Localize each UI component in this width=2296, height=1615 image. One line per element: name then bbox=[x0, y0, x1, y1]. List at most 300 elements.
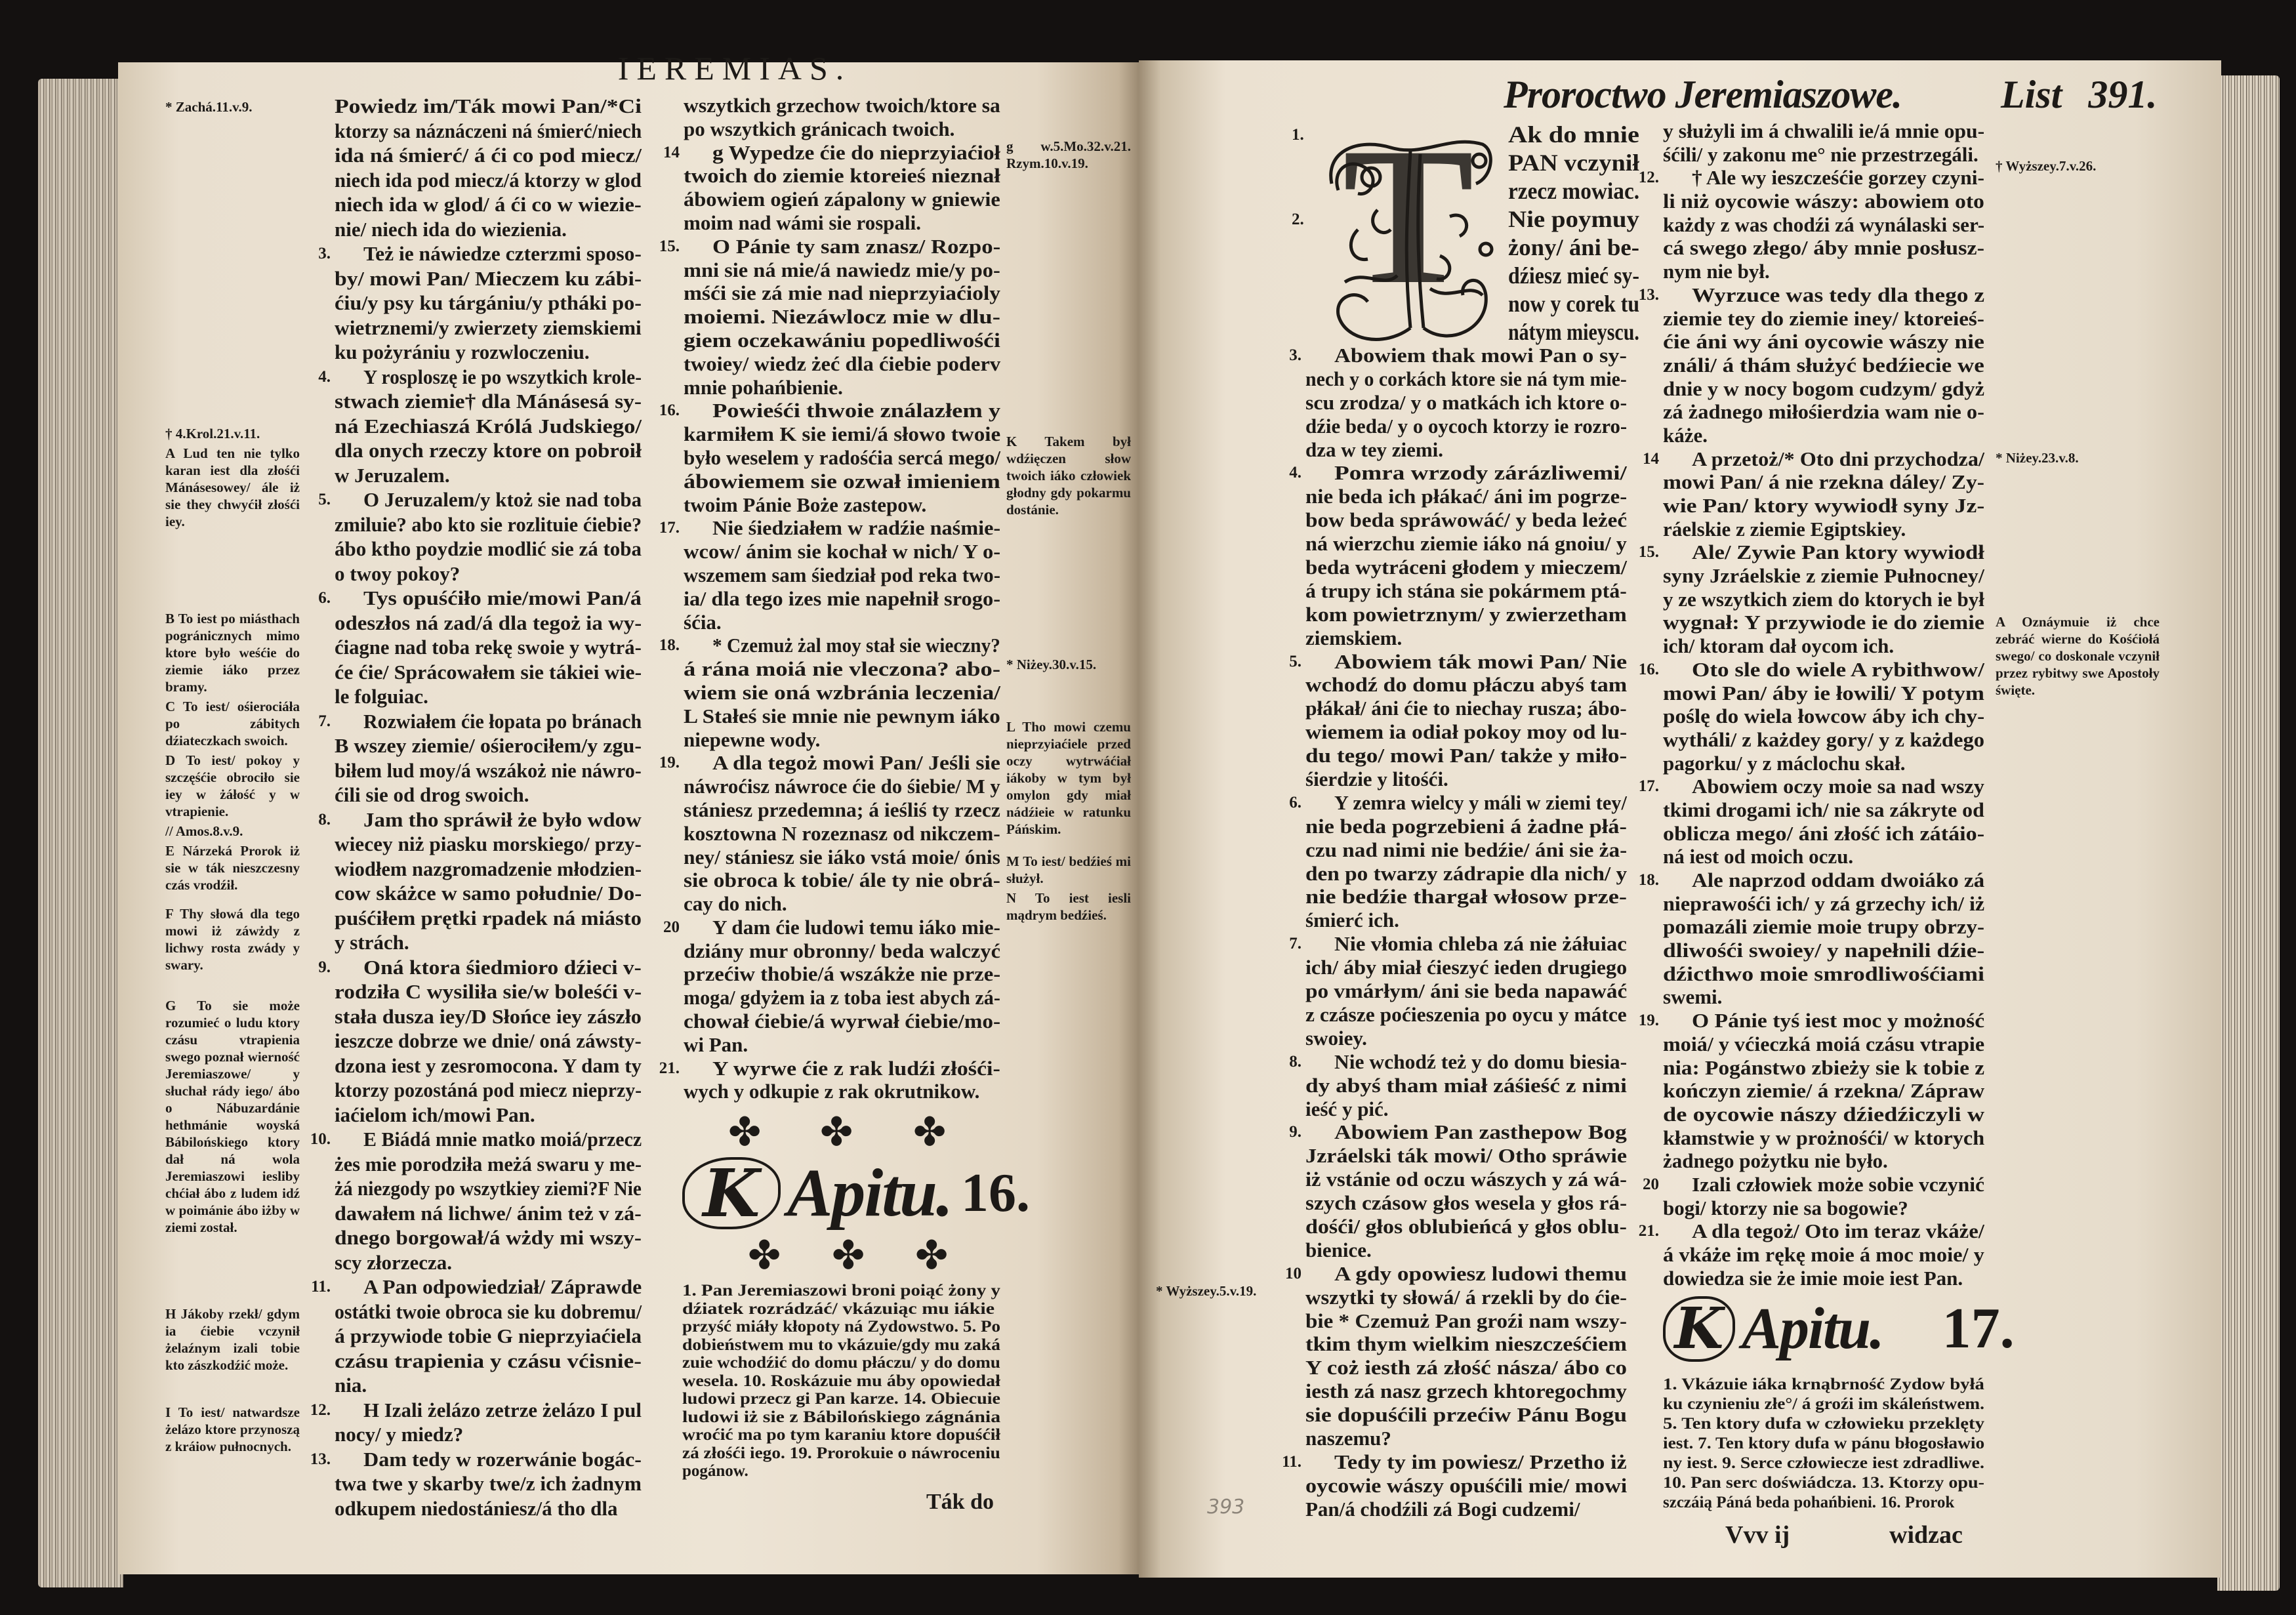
text-line bbox=[684, 892, 1000, 916]
line-text: Y zemra wielcy y máli w ziemi tey/ bbox=[1334, 790, 1627, 814]
line-text: Ale/ Zywie Pan ktory wywiodł bbox=[1692, 541, 1984, 564]
text-line bbox=[335, 783, 642, 807]
text-line bbox=[1643, 447, 1984, 471]
text-line bbox=[1663, 728, 1984, 752]
line-text: ostátki twoie obroca sie ku dobremu/ bbox=[335, 1299, 642, 1323]
text-line bbox=[335, 979, 642, 1004]
text-line bbox=[335, 389, 642, 414]
text-line bbox=[1663, 1414, 1984, 1434]
text-line bbox=[335, 1103, 642, 1128]
line-text: B wszey ziemie/ ośierociłem/y zgu- bbox=[335, 734, 642, 757]
line-text: mowi Pan/ á nie rzekna dáley/ Zy- bbox=[1663, 470, 1985, 494]
line-text: bienice. bbox=[1305, 1238, 1372, 1261]
text-line bbox=[682, 1426, 1000, 1444]
text-line bbox=[684, 305, 1000, 329]
text-line bbox=[1663, 190, 1984, 213]
text-line bbox=[684, 705, 1000, 728]
text-line bbox=[1305, 1332, 1627, 1356]
line-text: wytháli/ z każdey gory/ y z każdego bbox=[1663, 727, 1985, 751]
text-line bbox=[1663, 377, 1984, 401]
line-text: sie obroca k tobie/ ále ty nie obrá- bbox=[684, 869, 1000, 892]
line-text: wesela. 10. Roskázuie mu áby opowiedał bbox=[682, 1372, 1000, 1390]
line-text: mni sie ná mie/á nawiedz mie/y po- bbox=[684, 258, 1000, 281]
text-line bbox=[335, 1053, 642, 1078]
text-line bbox=[1292, 121, 1639, 149]
line-text: Powiedz im/Ták mowi Pan/*Ci bbox=[335, 94, 642, 117]
line-text: ney/ stániesz sie iáko vstá moie/ ónis bbox=[684, 845, 1000, 869]
verse-number: 16. bbox=[1638, 660, 1659, 678]
verse-number: 3. bbox=[1289, 346, 1302, 364]
line-text: giem oczekawániu popedliwośći bbox=[684, 328, 1000, 352]
text-line bbox=[663, 915, 1000, 939]
line-text: ábo ktho poydzie modlić sie zá toba bbox=[335, 537, 642, 560]
text-line bbox=[335, 143, 642, 168]
line-text: by/ mowi Pan/ Mieczem ku zábi- bbox=[335, 266, 642, 290]
line-text: ida ná śmierć/ á ći co pod miecz/ bbox=[335, 144, 642, 167]
line-text: y strách. bbox=[335, 931, 409, 954]
line-text: A Pan odpowiedział/ Záprawde bbox=[363, 1275, 642, 1298]
line-text: 1. Pan Jeremiaszowi broni poiąć żony y bbox=[682, 1282, 1001, 1299]
text-line bbox=[335, 1078, 642, 1103]
text-line bbox=[310, 1447, 642, 1472]
verse-number: 17. bbox=[1638, 777, 1659, 796]
line-text: cá swego złego/ áby mnie posłusz- bbox=[1663, 236, 1985, 260]
text-line bbox=[1663, 1079, 1984, 1103]
margin-note: F Thy słowá dla tego mowi iż záwżdy z lichwy rosta zwády y swary. bbox=[165, 906, 300, 973]
text-line bbox=[1305, 1427, 1627, 1450]
text-line bbox=[682, 1300, 1000, 1319]
text-line bbox=[335, 1004, 642, 1029]
margin-note: † 4.Krol.21.v.11. bbox=[165, 426, 260, 441]
line-text: iż vstánie od oczu wászych y zá wá- bbox=[1305, 1168, 1628, 1191]
text-line bbox=[1663, 1126, 1984, 1150]
text-line bbox=[335, 1496, 642, 1521]
verse-number: 21. bbox=[1638, 1222, 1659, 1240]
text-line bbox=[1663, 494, 1984, 518]
line-text: oycowie wászy opuśćili mie/ mowi bbox=[1305, 1473, 1628, 1497]
line-text: E Biádá mnie matko moiá/przecz bbox=[363, 1128, 642, 1151]
text-line bbox=[335, 857, 642, 882]
text-line bbox=[684, 775, 1000, 798]
text-line bbox=[684, 117, 1000, 141]
line-text: dobieństwem mu to vkázuie/gdy mu zaká bbox=[682, 1336, 1000, 1354]
text-line bbox=[684, 376, 1000, 399]
text-line bbox=[335, 1422, 642, 1447]
text-line bbox=[335, 1201, 642, 1226]
text-line bbox=[1305, 767, 1627, 791]
line-text: du tego/ mowi Pan/ także y miło- bbox=[1305, 744, 1628, 767]
line-text: ćie áni wy áni oycowie wászy nie bbox=[1663, 330, 1984, 354]
line-text: Abowiem thak mowi Pan o sy- bbox=[1334, 344, 1627, 367]
text-line bbox=[318, 241, 642, 266]
text-line bbox=[1663, 752, 1984, 775]
line-text: o twoy pokoy? bbox=[335, 562, 461, 585]
text-line bbox=[1638, 283, 1985, 307]
fleuron-icon: ✤ bbox=[728, 1111, 762, 1154]
margin-note: I To iest/ natwardsze żelázo ktore przynoszą z kráiow pułnocnych. bbox=[165, 1404, 300, 1454]
drop-cap-letter: T bbox=[1342, 131, 1475, 325]
text-line bbox=[335, 512, 642, 537]
margin-note: † Wyższey.7.v.26. bbox=[1996, 158, 2097, 174]
text-line bbox=[335, 192, 642, 217]
text-line bbox=[1289, 461, 1627, 485]
text-line bbox=[659, 1056, 1000, 1080]
text-line bbox=[1508, 290, 1639, 318]
line-text: će ćie/ Sprácowałem sie tákiei wie- bbox=[335, 660, 642, 684]
margin-note: L Tho mowi czemu nieprzyiaćiele przed oczy wytrwáćiał iákoby w tym był omylon gdy miał nádźieie w ratunku Páńskim. bbox=[1006, 719, 1131, 837]
text-line bbox=[684, 540, 1000, 563]
line-text: Oto sle do wiele A rybithwow/ bbox=[1692, 657, 1984, 681]
line-text: każdy z was chodźi zá wynálaski ser- bbox=[1663, 213, 1985, 236]
text-line bbox=[684, 352, 1000, 376]
line-text: wygnał: Y przywiode ie do ziemie bbox=[1663, 611, 1985, 634]
text-line bbox=[335, 881, 642, 906]
line-text: ná iest od moich oczu. bbox=[1663, 845, 1854, 869]
text-line bbox=[1663, 822, 1984, 846]
text-line bbox=[1305, 1380, 1627, 1403]
line-text: Nie śiedziałem w radźie naśmie- bbox=[712, 516, 1001, 540]
left-page-edges bbox=[38, 79, 123, 1587]
line-text: puśćiłem prętki rpadek ná miásto bbox=[335, 906, 642, 930]
margin-note: A Oznáymuie iż chce zebráć wierne do Kośćiołá swego/ co doskonale vczynił przez rybitwy swe Apostoły święte. bbox=[1996, 614, 2160, 698]
line-text: czásu trapienia y czásu vćisnie- bbox=[335, 1349, 642, 1372]
line-text: kosztowna N rozeznasz od nikczem- bbox=[684, 821, 1000, 845]
line-text: wszytkich grzechow twoich/ktore sa bbox=[684, 94, 1000, 117]
text-line bbox=[1305, 1403, 1627, 1427]
text-line bbox=[684, 681, 1000, 705]
text-line bbox=[684, 422, 1000, 446]
line-text: biłem lud moy/á wszákoż nie náwro- bbox=[335, 758, 642, 782]
text-line bbox=[1305, 956, 1627, 979]
margin-note: D To iest/ pokoy y szczęśćie obrociło sie iey w żáłość y w vtrapienie. bbox=[165, 752, 300, 819]
text-line bbox=[659, 634, 1000, 657]
line-text: pagorku/ y z máclochu skał. bbox=[1663, 751, 1906, 775]
verse-number: 18. bbox=[659, 636, 680, 655]
text-line bbox=[684, 986, 1000, 1010]
line-text: Y rosploszę ie po wszytkich krole- bbox=[363, 365, 642, 388]
text-line bbox=[682, 1336, 1000, 1355]
line-text: ieszcze dobrze we dnie/ oná záwsty- bbox=[335, 1029, 642, 1052]
verse-number: 8. bbox=[318, 810, 331, 828]
line-text: nia: Pogánstwo zbieży sie k tobie z bbox=[1663, 1055, 1985, 1079]
text-line bbox=[335, 94, 642, 119]
line-text: wszemem sam śiedział pod reka two- bbox=[684, 563, 1000, 586]
line-text: scu zrodza/ y o matkách ich ktore o- bbox=[1305, 390, 1628, 414]
text-line bbox=[335, 906, 642, 931]
text-line bbox=[335, 1349, 642, 1374]
verse-number: 7. bbox=[318, 712, 331, 730]
line-text: Jzráelski ták mowi/ Otho spráwie bbox=[1305, 1144, 1628, 1168]
text-line bbox=[335, 758, 642, 783]
text-line bbox=[1663, 119, 1984, 143]
verse-number: 12. bbox=[1638, 169, 1659, 187]
text-line bbox=[1663, 354, 1984, 377]
line-text: twoich do ziemie ktoreieś nieznał bbox=[684, 164, 1000, 188]
verse-number: 9. bbox=[318, 958, 331, 976]
text-line bbox=[1305, 720, 1627, 744]
line-text: ná Ezechiaszá Królá Judskiego/ bbox=[335, 414, 642, 438]
text-line bbox=[1508, 262, 1639, 290]
line-text: dośći/ głos oblubieńcá y głos oblu- bbox=[1305, 1214, 1627, 1238]
text-line bbox=[335, 463, 642, 488]
text-line bbox=[682, 1408, 1000, 1427]
verse-number: 1. bbox=[1292, 126, 1304, 144]
line-text: Abowiem ták mowi Pan/ Nie bbox=[1334, 649, 1628, 673]
text-line bbox=[1305, 626, 1627, 650]
line-text: naszemu? bbox=[1305, 1426, 1391, 1450]
text-line bbox=[659, 234, 1001, 258]
text-line bbox=[335, 832, 642, 857]
text-line bbox=[1305, 1003, 1627, 1027]
text-line bbox=[1663, 962, 1984, 986]
text-line bbox=[335, 562, 642, 586]
line-text: sie dopuśćili przećiw Pánu Bogu bbox=[1305, 1403, 1628, 1427]
text-line bbox=[684, 329, 1000, 352]
text-line bbox=[1305, 532, 1627, 556]
line-text: Wyrzuce was tedy dla thego z bbox=[1692, 283, 1985, 306]
line-text: Y coż iesth zá złość násza/ ábo co bbox=[1305, 1356, 1628, 1380]
verse-number: 5. bbox=[1289, 652, 1302, 670]
text-line bbox=[1663, 213, 1984, 237]
text-line bbox=[1305, 1168, 1627, 1191]
line-text: niepewne wody. bbox=[684, 727, 821, 751]
line-text: po vmárłym/ áni sie beda napawáć bbox=[1305, 979, 1628, 1003]
line-text: Też ie náwiedze czterzmi sposo- bbox=[363, 242, 642, 265]
text-line bbox=[1305, 1498, 1627, 1521]
text-line bbox=[318, 586, 642, 611]
text-line bbox=[684, 211, 1000, 235]
text-line bbox=[1508, 149, 1639, 177]
line-text: wietrznemi/y zwierzety ziemskiemi bbox=[335, 316, 642, 339]
line-text: ktorzy sa náznáczeni ná śmierć/niech bbox=[335, 119, 642, 142]
text-line bbox=[1289, 790, 1627, 815]
text-line bbox=[318, 955, 642, 980]
text-line bbox=[659, 399, 1001, 422]
line-text: den po twarzy zádrapie dla nich/ y bbox=[1305, 861, 1628, 885]
text-line bbox=[1638, 869, 1985, 892]
text-line bbox=[335, 684, 642, 709]
line-text: mnie pohańbienie. bbox=[684, 375, 843, 399]
line-text: H Izali żelázo zetrze żelázo I pul bbox=[363, 1398, 642, 1421]
verse-number: 9. bbox=[1289, 1123, 1302, 1141]
line-text: Nie poymuy bbox=[1508, 206, 1640, 232]
text-line bbox=[1305, 1215, 1627, 1238]
text-line bbox=[1305, 744, 1627, 767]
line-text: dźiatek rozrádzáć/ vkázuiąc mu iákie bbox=[682, 1299, 995, 1318]
line-text: wych y odkupie z rak okrutnikow. bbox=[684, 1080, 980, 1103]
line-text: stała dusza iey/D Słońce iey zászło bbox=[335, 1004, 642, 1028]
text-line bbox=[1663, 1056, 1984, 1080]
line-text: A dla tegoż/ Oto im teraz vkáże/ bbox=[1692, 1219, 1984, 1243]
text-line bbox=[335, 266, 642, 291]
line-text: nátym mieyscu. bbox=[1508, 319, 1639, 345]
text-line bbox=[684, 962, 1000, 986]
margin-note: K Takem był wdźięczen słow twoich iáko człowiek głodny gdy pokarmu dostánie. bbox=[1006, 434, 1131, 518]
text-line bbox=[318, 807, 642, 832]
text-line bbox=[335, 340, 642, 365]
text-line bbox=[1305, 1144, 1627, 1168]
verse-number: 5. bbox=[318, 491, 331, 508]
line-text: Pomra wrzody zárázliwemi/ bbox=[1334, 461, 1627, 485]
text-line bbox=[335, 733, 642, 758]
line-text: Abowiem oczy moie sa nad wszy bbox=[1692, 775, 1984, 798]
chapter-word: Apitu. bbox=[787, 1155, 952, 1231]
verse-number: 20 bbox=[663, 918, 680, 936]
line-text: dliwośći swoiey/ y napełnili dźie- bbox=[1663, 939, 1985, 962]
line-text: dawałem ná lichwe/ ánim też v zá- bbox=[335, 1201, 642, 1225]
line-text: ia/ dla tego izes mie napełnił srogo- bbox=[684, 586, 1001, 610]
text-line bbox=[1663, 705, 1984, 728]
line-text: żes mie porodziła meżá swaru y me- bbox=[335, 1152, 642, 1175]
text-line bbox=[684, 798, 1000, 822]
margin-note: g w.5.Mo.32.v.21. Rzym.10.v.19. bbox=[1006, 138, 1131, 171]
line-text: á rána moiá nie vleczona? abo- bbox=[684, 657, 1001, 681]
verse-number: 15. bbox=[659, 237, 680, 255]
text-line bbox=[684, 657, 1000, 681]
right-page-edges bbox=[2217, 75, 2280, 1591]
line-text: ćiagne nad toba rekę swoie y wytrá- bbox=[335, 636, 642, 659]
line-text: przećiw thobie/á wszákże nie prze- bbox=[684, 962, 1001, 986]
line-text: kończyn ziemie/ á rzekna/ Zápraw bbox=[1663, 1079, 1985, 1103]
line-text: śmierć ich. bbox=[1305, 909, 1399, 932]
right-column-1 bbox=[1282, 344, 1628, 1521]
chapter-heading-17 bbox=[1663, 1296, 2015, 1362]
text-line bbox=[1663, 1434, 1984, 1454]
verse-number: 13. bbox=[1638, 285, 1659, 304]
text-line bbox=[335, 1471, 642, 1496]
line-text: wroćić ma po tym karaniu ktore dopuśćił bbox=[682, 1426, 1001, 1444]
right-column-2 bbox=[1638, 119, 1985, 1290]
text-line bbox=[1305, 556, 1627, 579]
text-line bbox=[1638, 541, 1984, 564]
line-text: ludowi przecz gi Pan karze. 14. Obiecuie bbox=[682, 1390, 1001, 1408]
line-text: ich/ ktoram dał oycom ich. bbox=[1663, 634, 1895, 658]
line-text: czu nad nimi nie bedźie/ áni sie ża- bbox=[1305, 838, 1628, 861]
text-line bbox=[335, 1029, 642, 1053]
text-line bbox=[335, 1250, 642, 1275]
left-column-1 bbox=[310, 94, 642, 1521]
folio bbox=[2001, 73, 2183, 115]
text-line bbox=[1289, 1120, 1627, 1144]
verse-number: 19. bbox=[1638, 1012, 1659, 1030]
text-line bbox=[684, 493, 1000, 517]
text-line bbox=[335, 537, 642, 562]
line-text: Oná ktora śiedmioro dźieci v- bbox=[363, 955, 642, 979]
left-column-2 bbox=[659, 94, 1001, 1103]
text-line bbox=[1638, 166, 1984, 190]
line-text: wi Pan. bbox=[684, 1032, 748, 1056]
text-line bbox=[682, 1318, 1000, 1336]
line-text: Pan/á chodźili zá Bogi cudzemi/ bbox=[1305, 1497, 1580, 1521]
text-line bbox=[682, 1282, 1000, 1300]
text-line bbox=[335, 119, 642, 144]
text-line bbox=[1663, 1267, 1984, 1290]
line-text: Tys opuśćiło mie/mowi Pan/á bbox=[363, 586, 642, 609]
fleuron-icon: ✤ bbox=[748, 1234, 781, 1277]
text-line bbox=[1638, 775, 1984, 798]
line-text: niech ida w glod/ á ći co w wiezie- bbox=[335, 193, 642, 216]
text-line bbox=[684, 1033, 1000, 1057]
text-line bbox=[684, 470, 1000, 493]
line-text: y ze wszytkich ziem do ktorych ie był bbox=[1663, 587, 1984, 611]
text-line bbox=[1663, 1375, 1984, 1395]
verse-number: 4. bbox=[1289, 464, 1302, 482]
line-text: nieprawośći ich/ y zá grzechy ich/ iż bbox=[1663, 891, 1985, 915]
text-line bbox=[335, 660, 642, 685]
line-text: wie Pan/ ktory wywiodł syny Jz- bbox=[1663, 494, 1985, 517]
chapter-summary bbox=[1663, 1375, 1984, 1513]
text-line bbox=[1638, 1009, 1985, 1032]
text-line bbox=[682, 1444, 1000, 1463]
text-line bbox=[1643, 1172, 1985, 1196]
line-text: chował ćiebie/á wyrwał ćiebie/mo- bbox=[684, 1010, 1001, 1033]
line-text: stwach ziemie† dla Mánásesá sy- bbox=[335, 390, 642, 413]
verse-number: 8. bbox=[1289, 1052, 1302, 1071]
verse-number: 13. bbox=[310, 1450, 331, 1468]
text-line bbox=[684, 188, 1000, 211]
verse-number: 20 bbox=[1643, 1175, 1659, 1193]
line-text: ziemie tey do ziemie iney/ ktoreieś- bbox=[1663, 306, 1984, 330]
text-line bbox=[1663, 798, 1984, 822]
text-line bbox=[1663, 470, 1984, 494]
line-text: á vkáże im rękę moie á moc moie/ y bbox=[1663, 1243, 1984, 1266]
verse-number: 21. bbox=[659, 1059, 680, 1077]
line-text: A gdy opowiesz ludowi themu bbox=[1334, 1261, 1628, 1285]
text-line bbox=[1663, 1149, 1984, 1173]
line-text: káże. bbox=[1663, 423, 1708, 447]
text-line bbox=[1663, 845, 1984, 869]
text-line bbox=[1663, 915, 1984, 939]
text-line bbox=[1663, 424, 1984, 447]
chapter-heading-16 bbox=[682, 1155, 1030, 1232]
text-line bbox=[318, 709, 642, 734]
text-line bbox=[1663, 400, 1984, 424]
text-line bbox=[1305, 885, 1627, 909]
margin-note: * Wyższey.5.v.19. bbox=[1156, 1283, 1257, 1299]
line-text: dzona iest y zesromocona. Y dam ty bbox=[335, 1053, 642, 1077]
text-line bbox=[1305, 1027, 1627, 1050]
line-text: rodziła C wysiliła sie/w boleśći v- bbox=[335, 980, 642, 1003]
text-line bbox=[1305, 603, 1627, 626]
text-line bbox=[1305, 979, 1627, 1003]
text-line bbox=[682, 1372, 1000, 1391]
text-line bbox=[684, 446, 1000, 470]
text-line bbox=[1285, 1261, 1628, 1286]
margin-note: * Zachá.11.v.9. bbox=[165, 99, 253, 115]
line-text: PAN vczynił bbox=[1508, 150, 1639, 176]
line-text: nie/ niech ida do wiezienia. bbox=[335, 217, 567, 241]
line-text: przyść miáły kłopoty ná Zydowstwo. 5. Po bbox=[682, 1318, 1000, 1336]
line-text: po wszytkich gránicach twoich. bbox=[684, 117, 955, 140]
line-text: cow skáżce w samo południe/ Do- bbox=[335, 882, 642, 905]
line-text: moim nad wámi sie rospali. bbox=[684, 211, 921, 234]
decorated-initial: K bbox=[1663, 1296, 1735, 1362]
line-text: zuie wchodźić do domu płáczu/ y do domu bbox=[682, 1354, 1000, 1372]
line-text: dźicthwo moie smrodliwośćiami bbox=[1663, 962, 1985, 985]
text-line bbox=[684, 728, 1000, 752]
text-line bbox=[659, 516, 1001, 540]
text-line bbox=[684, 822, 1000, 846]
verse-number: 14 bbox=[663, 143, 680, 161]
line-text: pogánow. bbox=[682, 1462, 748, 1480]
text-line bbox=[1638, 657, 1984, 682]
chapter-word: Apitu. bbox=[1742, 1296, 1883, 1361]
line-text: swemi. bbox=[1663, 985, 1723, 1009]
line-text: scy złorzecza. bbox=[335, 1250, 452, 1274]
text-line bbox=[335, 1373, 642, 1398]
text-line bbox=[1305, 697, 1627, 720]
text-line bbox=[684, 563, 1000, 587]
